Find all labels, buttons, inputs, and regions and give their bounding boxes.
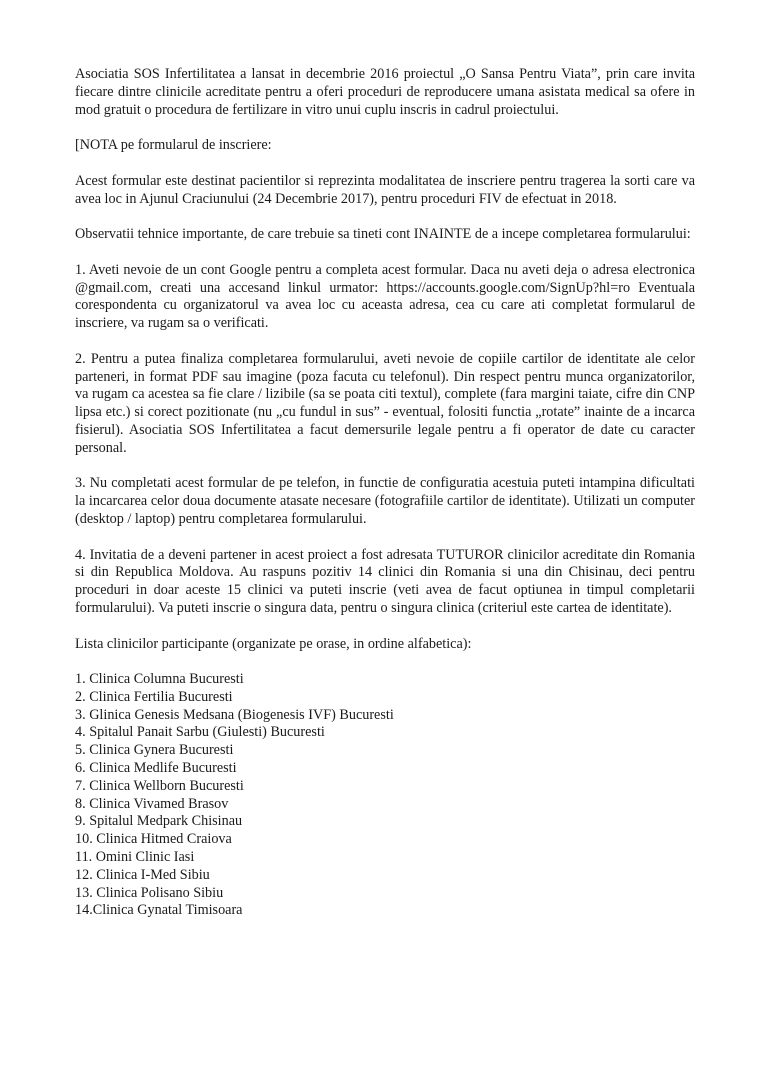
note-1-google-account: 1. Aveti nevoie de un cont Google pentru a completa acest formular. Daca nu aveti deja o adresa electronica @gmail.com, creati una accesand linkul urmator: https://accounts.google.com/SignUp?hl=ro Eventuala corespondenta cu organizatorul va avea loc cu aceasta adresa, cea cu care ati completat formularul de inscriere, va rugam sa o verificati. [75,261,695,332]
note-heading: [NOTA pe formularul de inscriere: [75,137,272,154]
technical-notes-heading: Observatii tehnice importante, de care trebuie sa tineti cont INAINTE de a incepe completarea formularului: [75,226,691,243]
list-item: 11. Omini Clinic Iasi [75,849,195,866]
intro-paragraph: Asociatia SOS Infertilitatea a lansat in decembrie 2016 proiectul „O Sansa Pentru Viata”, prin care invita fiecare dintre clinicile acreditate pentru a oferi proceduri de reproducere umana asistata medical sa ofere in mod gratuit o procedura de fertilizare in vitro unui cuplu inscris in cadrul proiectului. [75,66,695,118]
list-item: 3. Glinica Genesis Medsana (Biogenesis IVF) Bucuresti [75,706,394,723]
list-item: 10. Clinica Hitmed Craiova [75,831,232,848]
list-item: 1. Clinica Columna Bucuresti [75,671,244,688]
list-item: 9. Spitalul Medpark Chisinau [75,813,243,830]
note-3-no-phone: 3. Nu completati acest formular de pe telefon, in functie de configuratia acestuia puteti intampina dificultati la incarcarea celor doua documente atasate necesare (fotografiile cartilor de identitate). Utilizati un computer (desktop / laptop) pentru completarea formularului. [75,475,695,527]
note-4-partner-clinics: 4. Invitatia de a deveni partener in acest proiect a fost adresata TUTUROR clinicilor acreditate din Romania si din Republica Moldova. Au raspuns pozitiv 14 clinici din Romania si una din Chisinau, deci pentru proceduri in doar aceste 15 clinici va puteti inscrie (veti avea de facut optiunea in timpul completarii formularului). Va puteti inscrie o singura data, pentru o singura clinica (criteriul este cartea de identitate). [75,546,695,616]
document-page [75,66,695,920]
list-item: 5. Clinica Gynera Bucuresti [75,742,234,759]
clinic-list-heading: Lista clinicilor participante (organizate pe orase, in ordine alfabetica): [75,635,472,652]
clinic-list [75,671,695,920]
form-purpose-paragraph: Acest formular este destinat pacientilor si reprezinta modalitatea de inscriere pentru tragerea la sorti care va avea loc in Ajunul Craciunului (24 Decembrie 2017), pentru proceduri FIV de efectuat in 2018. [75,172,695,207]
list-item: 14.Clinica Gynatal Timisoara [75,902,243,919]
list-item: 7. Clinica Wellborn Bucuresti [75,777,244,794]
list-item: 12. Clinica I-Med Sibiu [75,866,210,883]
list-item: 4. Spitalul Panait Sarbu (Giulesti) Bucuresti [75,724,325,741]
list-item: 6. Clinica Medlife Bucuresti [75,760,237,777]
list-item: 8. Clinica Vivamed Brasov [75,795,229,812]
list-item: 13. Clinica Polisano Sibiu [75,884,224,901]
list-item: 2. Clinica Fertilia Bucuresti [75,688,233,705]
note-2-id-copies: 2. Pentru a putea finaliza completarea formularului, aveti nevoie de copiile cartilor de identitate ale celor parteneri, in format PDF sau imagine (poza facuta cu telefonul). Din respect pentru munca organizatorilor, va rugam ca acestea sa fie clare / lizibile (sa se poata citi textul), complete (fara margini taiate, cifre din CNP lipsa etc.) si corect pozitionate (nu „cu fundul in sus” - eventual, folositi functia „rotate” inainte de a incarca fisierul). Asociatia SOS Infertilitatea a facut demersurile legale pentru a fi operator de date cu caracter personal. [75,350,695,456]
